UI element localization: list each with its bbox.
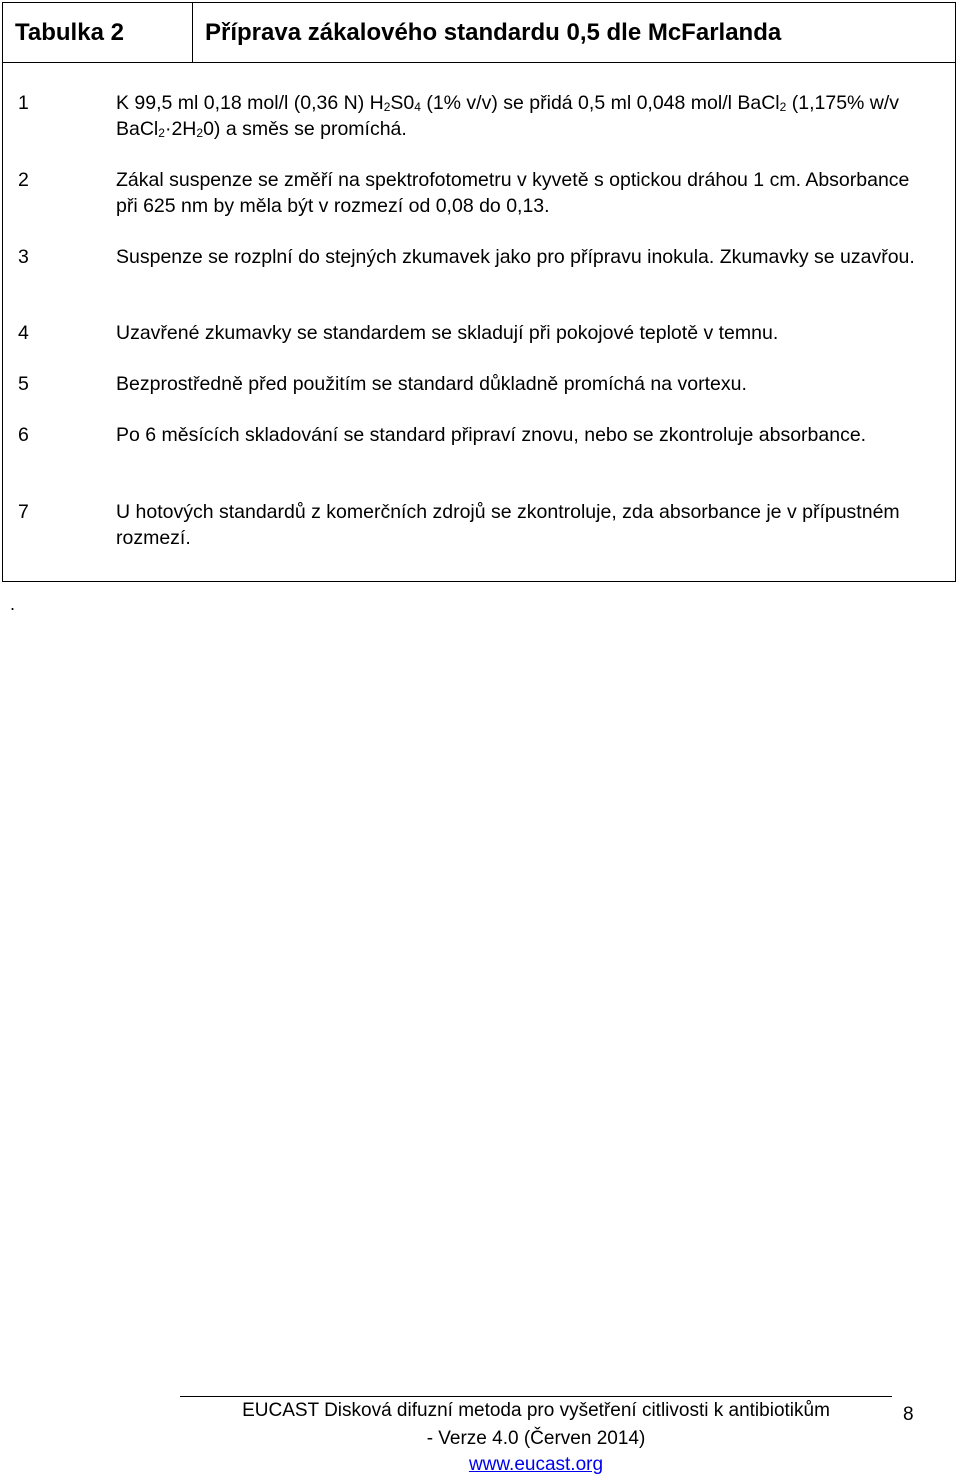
page-number: 8 bbox=[903, 1404, 914, 1425]
procedure-table bbox=[2, 2, 956, 582]
step-text: Uzavřené zkumavky se standardem se skladují při pokojové teplotě v temnu. bbox=[116, 322, 779, 344]
step-number: 2 bbox=[18, 169, 29, 191]
footer-version: - Verze 4.0 (Červen 2014) bbox=[426, 1428, 646, 1449]
step-number: 7 bbox=[18, 501, 29, 523]
step-number: 1 bbox=[18, 92, 29, 114]
step-text: K 99,5 ml 0,18 mol/l (0,36 N) $H_2S0_4$ (1% v/v) se přidá 0,5 ml 0,048 mol/l BaCl$_2$ (1,175% w/v $BaCl_2\cdot 2H_20$) a směs se promíchá. bbox=[116, 92, 900, 140]
step-number: 3 bbox=[18, 246, 29, 268]
table-title: Příprava zákalového standardu 0,5 dle McFarlanda bbox=[205, 18, 782, 46]
footer-divider bbox=[180, 1396, 892, 1397]
step-text: U hotových standardů z komerčních zdrojů se zkontroluje, zda absorbance je v přípustném rozmezí. bbox=[116, 501, 900, 549]
step-text: Po 6 měsících skladování se standard připraví znovu, nebo se zkontroluje absorbance. bbox=[116, 424, 867, 446]
step-text: Zákal suspenze se změří na spektrofotometru v kyvetě s optickou dráhou 1 cm. Absorbance při 625 nm by měla být v rozmezí od 0,08 do 0,13. bbox=[116, 169, 910, 217]
table-label: Tabulka 2 bbox=[3, 3, 193, 62]
step-number: 5 bbox=[18, 373, 29, 395]
step-number: 4 bbox=[18, 322, 29, 344]
step-number: 6 bbox=[18, 424, 29, 446]
trailing-dot: . bbox=[10, 594, 16, 614]
step-text: Suspenze se rozplní do stejných zkumavek jako pro přípravu inokula. Zkumavky se uzavřou. bbox=[116, 246, 915, 268]
footer-title: EUCAST Disková difuzní metoda pro vyšetření citlivosti k antibiotikům bbox=[242, 1400, 830, 1421]
step-text: Bezprostředně před použitím se standard důkladně promíchá na vortexu. bbox=[116, 373, 747, 395]
footer-link[interactable]: www.eucast.org bbox=[468, 1454, 604, 1475]
table-header bbox=[3, 3, 955, 63]
